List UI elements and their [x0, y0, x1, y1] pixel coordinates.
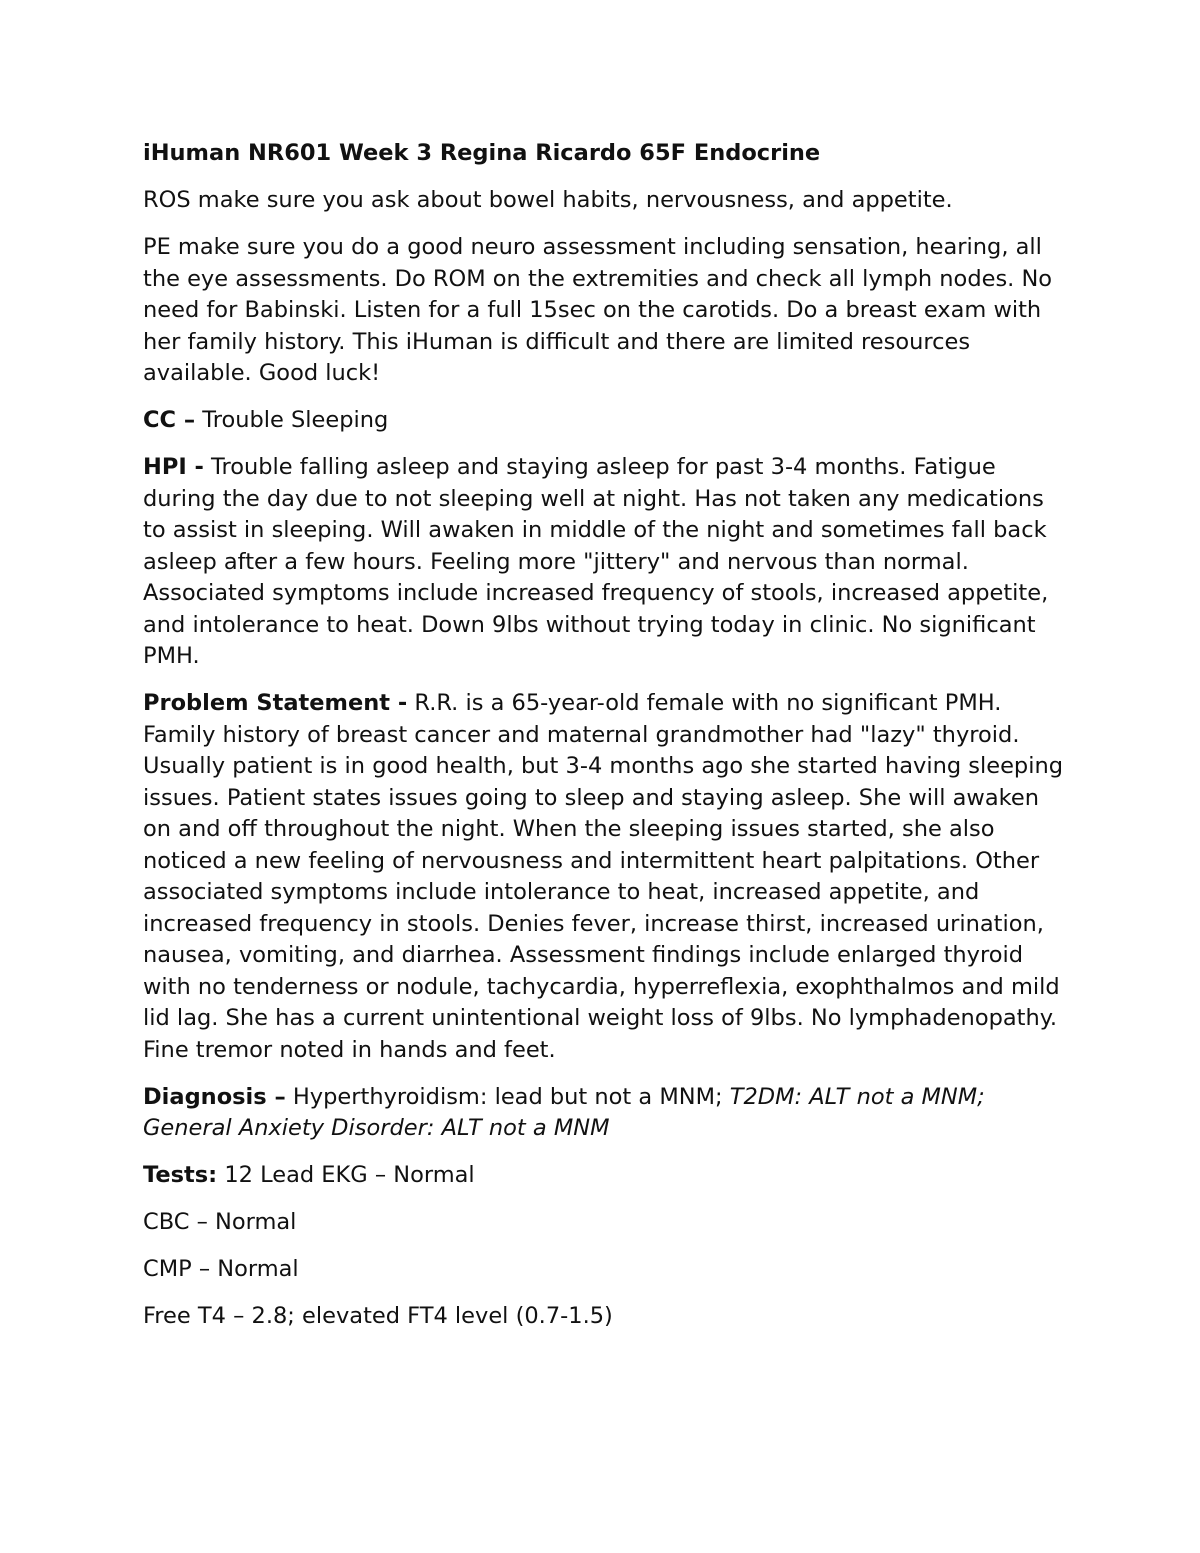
test-item: CBC – Normal — [143, 1209, 297, 1235]
tests-first: 12 Lead EKG – Normal — [217, 1162, 475, 1188]
hpi-paragraph — [143, 452, 1073, 673]
test-item: Free T4 – 2.8; elevated FT4 level (0.7-1.5) — [143, 1303, 613, 1329]
problem-statement-paragraph — [143, 688, 1073, 1066]
cc-text: Trouble Sleeping — [195, 407, 389, 433]
pe-note: PE make sure you do a good neuro assessment including sensation, hearing, all the eye assessments. Do ROM on the extremities and check all lymph nodes. No need for Babinski. Listen for a full 15sec on the carotids. Do a breast exam with her family history. This iHuman is difficult and there are limited resources available. Good luck! — [143, 234, 1053, 386]
hpi-label: HPI - — [143, 454, 204, 480]
diagnosis-text: Hyperthyroidism: lead but not a MNM; — [285, 1083, 730, 1110]
hpi-text: Trouble falling asleep and staying asleep for past 3-4 months. Fatigue during the day due to not sleeping well at night. Has not taken any medications to assist in sleeping. Will awaken in middle of the night and sometimes fall back asleep after a few hours. Feeling more "jittery" and nervous than normal. Associated symptoms include increased frequency of stools, increased appetite, and intolerance to heat. Down 9lbs without trying today in clinic. No significant PMH. — [143, 454, 1049, 669]
cc-label: CC – — [143, 407, 196, 433]
chief-complaint — [143, 405, 1073, 437]
ros-note: ROS make sure you ask about bowel habits, nervousness, and appetite. — [143, 187, 953, 213]
diagnosis-paragraph — [143, 1082, 1073, 1145]
problem-statement-label: Problem Statement - — [143, 690, 408, 716]
test-item: CMP – Normal — [143, 1256, 299, 1282]
tests-label: Tests: — [143, 1162, 218, 1188]
tests-paragraph — [143, 1160, 1073, 1192]
document-title: iHuman NR601 Week 3 Regina Ricardo 65F Endocrine — [143, 140, 821, 166]
diagnosis-label: Diagnosis – — [143, 1083, 286, 1110]
document-page — [143, 138, 1073, 1348]
diagnosis-alternates: T2DM: ALT not a MNM; General Anxiety Disorder: ALT not a MNM — [143, 1083, 985, 1141]
problem-statement-text: R.R. is a 65-year-old female with no significant PMH. Family history of breast cancer and maternal grandmother had "lazy" thyroid. Usually patient is in good health, but 3-4 months ago she started having sleeping issues. Patient states issues going to sleep and staying asleep. She will awaken on and off throughout the night. When the sleeping issues started, she also noticed a new feeling of nervousness and intermittent heart palpitations. Other associated symptoms include intolerance to heat, increased appetite, and increased frequency in stools. Denies fever, increase thirst, increased urination, nausea, vomiting, and diarrhea. Assessment findings include enlarged thyroid with no tenderness or nodule, tachycardia, hyperreflexia, exophthalmos and mild lid lag. She has a current unintentional weight loss of 9lbs. No lymphadenopathy. Fine tremor noted in hands and feet. — [143, 690, 1064, 1063]
